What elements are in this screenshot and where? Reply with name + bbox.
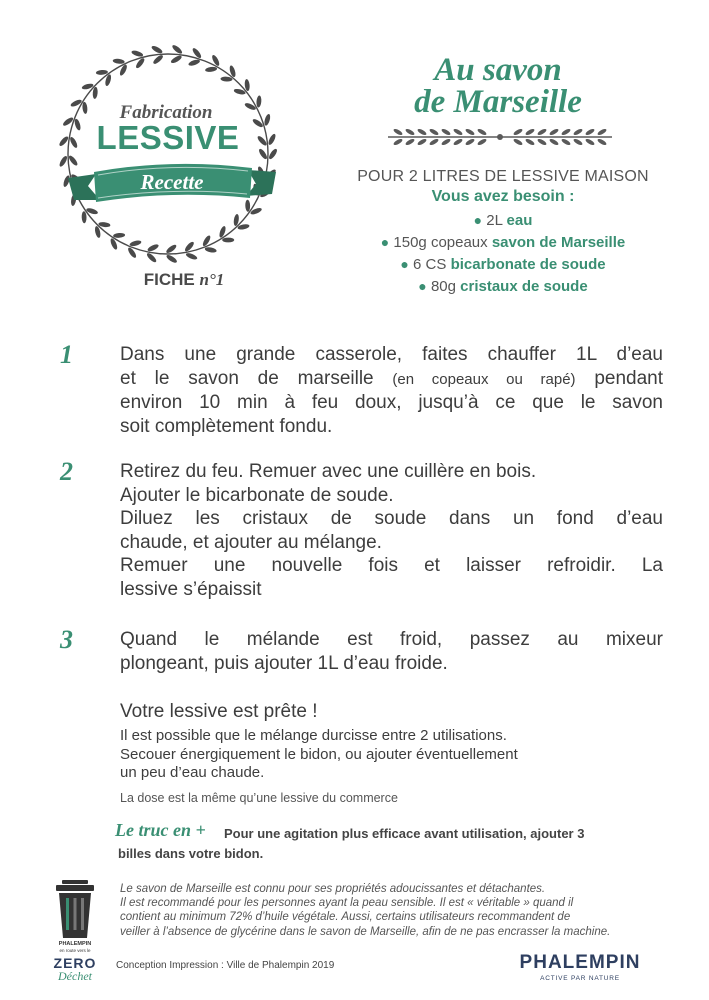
step-3-text: Quand le mélande est froid, passez au mixeur plongeant, puis ajouter 1L d’eau froide. — [120, 629, 663, 674]
tip-text-continued: billes dans votre bidon. — [118, 846, 264, 861]
fiche-label: FICHE — [143, 270, 195, 289]
ingredient-item: ● 80g cristaux de soude — [418, 278, 588, 295]
phalempin-tagline: ACTIVE PAR NATURE — [540, 975, 620, 982]
ready-text: Votre lessive est prête ! — [120, 701, 318, 722]
tip-label: Le truc en + — [115, 820, 206, 840]
title-line-1: Au savon — [434, 52, 562, 88]
tip-text: Pour une agitation plus efficace avant utilisation, ajouter 3 — [224, 826, 585, 841]
bullet-icon: ● — [418, 278, 427, 294]
footnote: Le savon de Marseille est connu pour ses propriétés adoucissantes et détachantes. Il est recommandé pour les personnes ayant la peau sensible. Il est « véritable » quand il contient au minimum 72% d’huile végétale. Aussi, certains utilisateurs recommandent de veiller à l’absence de glycérine dans le savon de Marseille, afin de ne pas encrasser la machine. — [120, 883, 611, 938]
bullet-icon: ● — [400, 256, 409, 272]
logo-recette: Recette — [140, 170, 204, 194]
ingredients-heading: POUR 2 LITRES DE LESSIVE MAISON — [357, 168, 649, 185]
credit-text: Conception Impression : Ville de Phalempin 2019 — [116, 960, 335, 971]
bullet-icon: ● — [380, 234, 390, 250]
zero-logo-word: ZERO — [53, 955, 97, 971]
note-text: Il est possible que le mélange durcisse entre 2 utilisations. Secouer énergiquement le bidon, ou ajouter éventuellement un peu d’eau chaude. — [120, 727, 518, 781]
vine-divider-icon — [384, 124, 616, 150]
ingredient-item: ● 2L eau — [473, 212, 533, 229]
step-1-text: Dans une grande casserole, faites chauffer 1L d’eau et le savon de marseille (en copeaux ou rapé) pendant environ 10 min à feu doux, jusqu’à ce que le savon soit complètement fondu. — [120, 344, 664, 437]
ingredient-item: ● 150g copeaux savon de Marseille — [380, 234, 626, 251]
ingredients-subheading: Vous avez besoin : — [431, 188, 575, 205]
logo-fabrication: Fabrication — [119, 102, 213, 123]
fiche-number — [124, 270, 244, 290]
zero-logo-line1: PHALEMPIN — [58, 941, 92, 947]
bullet-icon: ● — [473, 212, 483, 228]
step-number: 3 — [60, 625, 73, 654]
step-2-text: Retirez du feu. Remuer avec une cuillère en bois. Ajouter le bicarbonate de soude. Diluez les cristaux de soude dans un fond d’eau chaude, et ajouter au mélange. Remuer une nouvelle fois et laisser refroidir. La lessive s’épaissit — [120, 461, 663, 600]
dose-text: La dose est la même qu’une lessive du commerce — [120, 791, 398, 805]
step-number: 2 — [60, 457, 73, 486]
title-line-2: de Marseille — [414, 84, 582, 120]
step-number: 1 — [60, 340, 73, 369]
logo-lessive: LESSIVE — [96, 119, 240, 156]
fiche-num: n°1 — [199, 270, 225, 289]
zero-logo-line2: en route vers le — [59, 948, 91, 953]
zero-logo-script: Déchet — [58, 969, 92, 983]
ingredient-item: ● 6 CS bicarbonate de soude — [400, 256, 606, 273]
phalempin-logo: PHALEMPIN — [519, 952, 641, 973]
